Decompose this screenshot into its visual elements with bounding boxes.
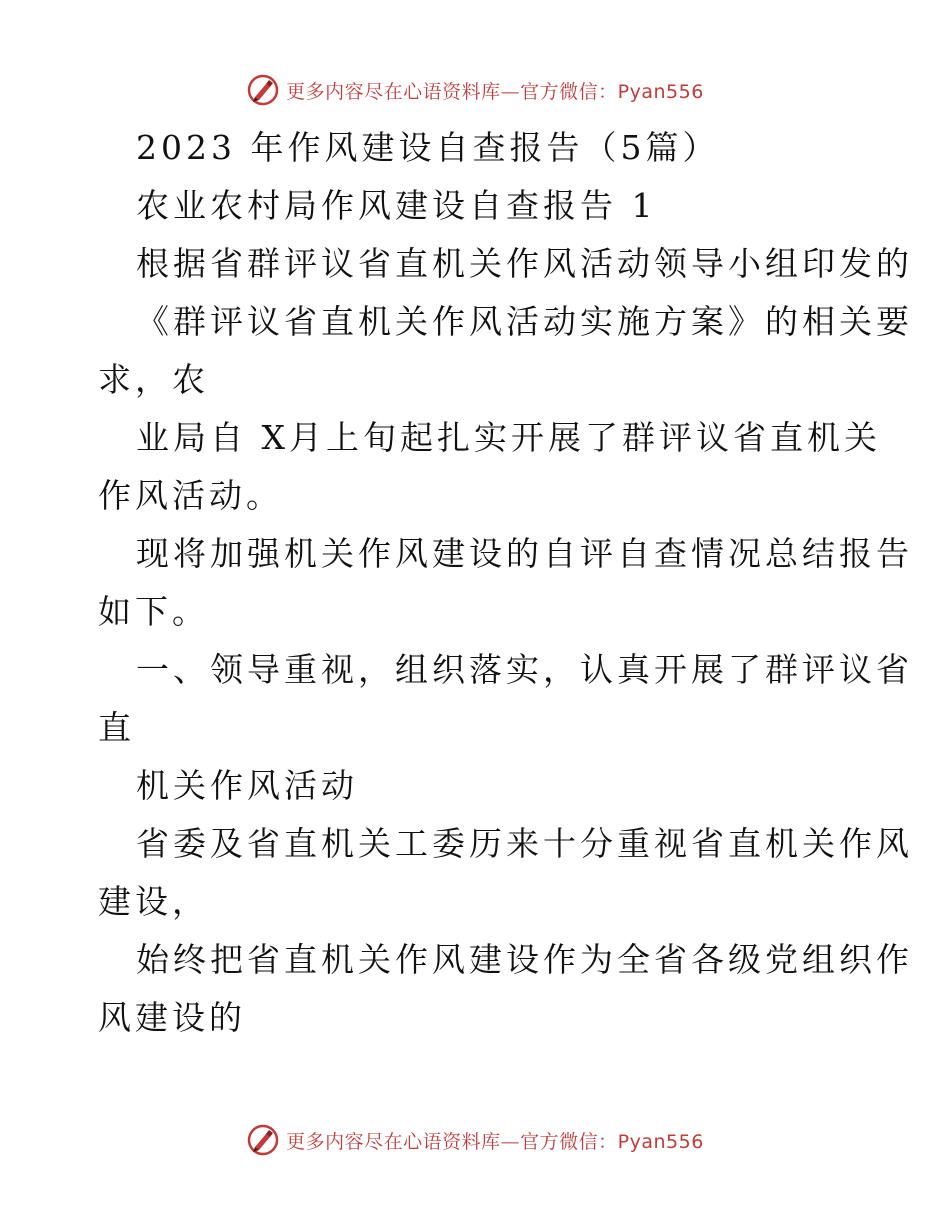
document-title: 2023 年作风建设自查报告（5篇） [136, 128, 720, 167]
paragraph-line: 现将加强机关作风建设的自评自查情况总结报告 [136, 534, 913, 573]
subsection-heading: 直 [98, 708, 135, 747]
watermark-banner-bottom [0, 1120, 950, 1160]
watermark-main: 更多内容尽在心语资料库 [286, 1130, 501, 1153]
paragraph-line: 始终把省直机关作风建设作为全省各级党组织作 [136, 940, 913, 979]
watermark-text [286, 1127, 704, 1154]
watermark-tail: 官方微信：Pyan556 [520, 80, 704, 103]
paragraph-line: 如下。 [98, 592, 209, 631]
watermark-sep: — [500, 80, 521, 103]
watermark-tail: 官方微信：Pyan556 [520, 1130, 704, 1153]
paragraph-line: 作风活动。 [98, 476, 283, 515]
subsection-heading: 一、领导重视，组织落实，认真开展了群评议省 [136, 650, 913, 689]
pen-logo-icon [246, 73, 280, 107]
paragraph-line: 风建设的 [98, 998, 246, 1037]
subsection-heading: 机关作风活动 [136, 766, 358, 805]
section-heading: 农业农村局作风建设自查报告 1 [136, 186, 657, 225]
paragraph-line: 省委及省直机关工委历来十分重视省直机关作风 [136, 824, 913, 863]
watermark-main: 更多内容尽在心语资料库 [286, 80, 501, 103]
paragraph-line: 根据省群评议省直机关作风活动领导小组印发的 [136, 244, 913, 283]
watermark-text [286, 77, 704, 104]
watermark-sep: — [500, 1130, 521, 1153]
paragraph-line: 建设， [98, 882, 209, 921]
paragraph-line: 《群评议省直机关作风活动实施方案》的相关要 [136, 302, 913, 341]
watermark-banner-top [0, 70, 950, 110]
pen-logo-icon [246, 1123, 280, 1157]
paragraph-line: 求，农 [98, 360, 209, 399]
paragraph-line: 业局自 X月上旬起扎实开展了群评议省直机关 [136, 418, 881, 457]
